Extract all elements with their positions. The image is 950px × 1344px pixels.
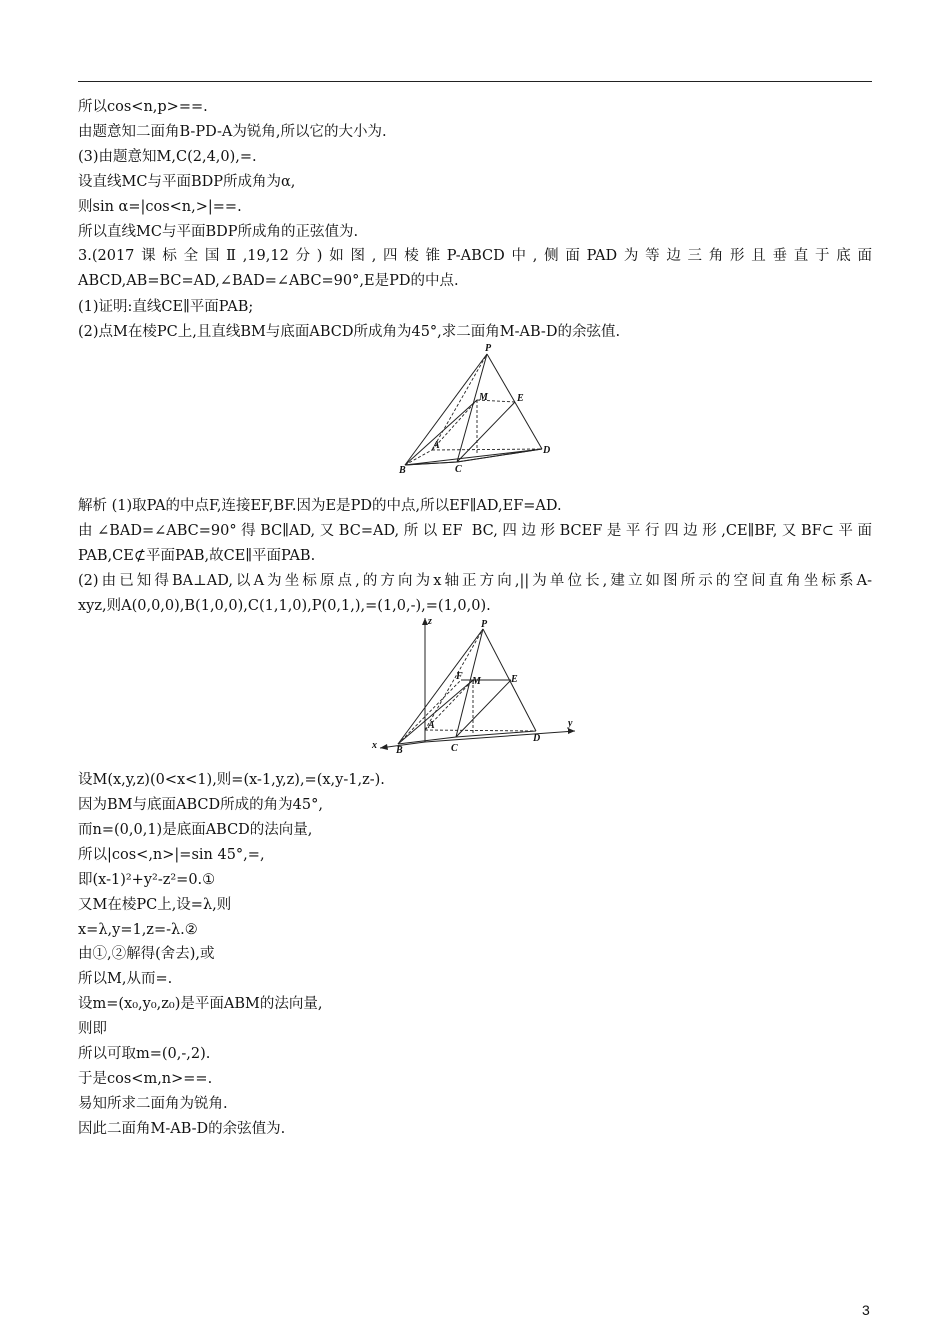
text-line: 因此二面角M-AB-D的余弦值为. xyxy=(78,1121,286,1137)
label-B: B xyxy=(399,465,406,475)
question-2: (2)点M在棱PC上,且直线BM与底面ABCD所成角为45°,求二面角M-AB-D的余弦值. xyxy=(78,324,621,340)
text-line: 于是cos<m,n>==. xyxy=(78,1071,213,1087)
text-line: 所以M,从而=. xyxy=(78,971,173,987)
base-edges xyxy=(405,449,542,465)
label-P: P xyxy=(481,619,488,630)
pyramid-figure-2 xyxy=(368,612,583,757)
pyramid-figure-1 xyxy=(395,340,555,475)
y-axis xyxy=(425,731,575,742)
label-D: D xyxy=(543,445,551,456)
label-C: C xyxy=(451,743,458,754)
label-E: E xyxy=(511,674,518,685)
label-M: M xyxy=(472,676,481,687)
label-M: M xyxy=(479,392,488,403)
label-y: y xyxy=(568,718,573,729)
text-line: 即(x-1)²+y²-z²=0.① xyxy=(78,872,216,888)
problem-line-1: 3.(2017课标全国Ⅱ,19,12分)如图,四棱锥P-ABCD中,侧面PAD为等边三角形且垂直于底面 xyxy=(78,248,872,264)
text-line: x=λ,y=1,z=-λ.② xyxy=(78,922,198,938)
question-1: (1)证明:直线CE∥平面PAB; xyxy=(78,299,254,315)
text-line: 易知所求二面角为锐角. xyxy=(78,1096,228,1112)
solution-line: 解析 (1)取PA的中点F,连接EF,BF.因为E是PD的中点,所以EF∥AD,EF=AD. xyxy=(78,498,562,514)
text-line: 又M在棱PC上,设=λ,则 xyxy=(78,897,232,913)
text-line: 设直线MC与平面BDP所成角为α, xyxy=(78,174,296,190)
text-line: 所以可取m=(0,-,2). xyxy=(78,1046,211,1062)
text-line: 则sin α=|cos<n,>|==. xyxy=(78,199,242,215)
text-line: (3)由题意知M,C(2,4,0),=. xyxy=(78,149,257,165)
solution-line: xyz,则A(0,0,0),B(1,0,0),C(1,1,0),P(0,1,),=(1,0,-),=(1,0,0). xyxy=(78,598,491,614)
label-A: A xyxy=(428,720,435,731)
problem-line-2: ABCD,AB=BC=AD,∠BAD=∠ABC=90°,E是PD的中点. xyxy=(78,273,459,289)
solution-line: (2)由已知得BA⊥AD,以A为坐标原点,的方向为x轴正方向,||为单位长,建立如图所示的空间直角坐标系A- xyxy=(78,573,872,589)
label-D: D xyxy=(533,733,541,744)
text-line: 由①,②解得(舍去),或 xyxy=(78,946,215,962)
label-A: A xyxy=(433,440,440,451)
label-x: x xyxy=(372,740,377,751)
text-line: 因为BM与底面ABCD所成的角为45°, xyxy=(78,797,323,813)
label-B: B xyxy=(396,745,403,756)
text-line: 所以直线MC与平面BDP所成角的正弦值为. xyxy=(78,224,359,240)
text-line: 而n=(0,0,1)是底面ABCD的法向量, xyxy=(78,822,313,838)
solution-line: 由∠BAD=∠ABC=90°得BC∥AD,又BC=AD,所以EF BC,四边形BCEF是平行四边形,CE∥BF,又BF⊂平面 xyxy=(78,523,872,539)
label-C: C xyxy=(455,464,462,475)
page-number: 3 xyxy=(862,1302,870,1318)
text-line: 所以|cos<,n>|=sin 45°,=, xyxy=(78,847,265,863)
text-line: 则即 xyxy=(78,1021,107,1037)
text-line: 设m=(x₀,y₀,z₀)是平面ABM的法向量, xyxy=(78,996,323,1012)
text-line: 由题意知二面角B-PD-A为锐角,所以它的大小为. xyxy=(78,124,387,140)
text-line: 所以cos<n,p>==. xyxy=(78,99,208,115)
label-P: P xyxy=(485,343,492,354)
label-E: E xyxy=(517,393,524,404)
solution-line: PAB,CE⊄平面PAB,故CE∥平面PAB. xyxy=(78,548,316,564)
label-z: z xyxy=(428,616,432,627)
label-F: F xyxy=(456,671,463,682)
header-rule xyxy=(78,81,872,82)
text-line: 设M(x,y,z)(0<x<1),则=(x-1,y,z),=(x,y-1,z-). xyxy=(78,772,385,788)
